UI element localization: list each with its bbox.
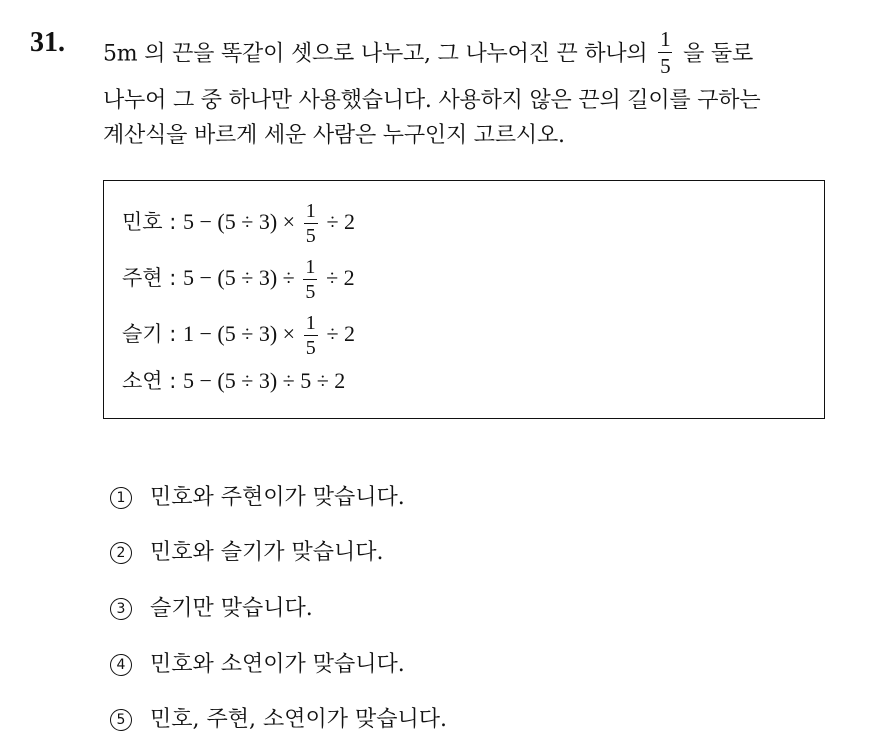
- fraction-denominator: 5: [660, 54, 671, 78]
- expression-post: ÷ 2: [326, 321, 356, 346]
- fraction: [304, 313, 318, 358]
- fraction-denominator: 5: [305, 225, 316, 247]
- fraction: [304, 201, 318, 246]
- separator: :: [162, 369, 184, 393]
- choice-text: 민호, 주현, 소연이가 맞습니다.: [150, 707, 447, 732]
- question-number: 31.: [30, 27, 65, 58]
- answer-choice-4[interactable]: [110, 650, 405, 680]
- choice-text: 민호와 소연이가 맞습니다.: [150, 652, 405, 677]
- question-line-1: [103, 27, 754, 79]
- question-text-part-1: 5m 의 끈을 똑같이 셋으로 나누고, 그 나누어진 끈 하나의: [103, 41, 648, 67]
- circled-number-3: 3: [110, 598, 132, 620]
- separator: :: [162, 210, 184, 234]
- expression-soyeon: [122, 367, 345, 395]
- answer-choice-1[interactable]: [110, 483, 405, 513]
- fraction-numerator: 1: [305, 256, 316, 278]
- fraction: [303, 257, 317, 302]
- expression-post: ÷ 2: [326, 265, 355, 290]
- person-name: 소연: [122, 369, 163, 393]
- answer-choice-2[interactable]: [110, 538, 384, 568]
- fraction-bar: [658, 52, 672, 53]
- fraction-bar: [304, 335, 318, 336]
- person-name: 주현: [122, 266, 163, 290]
- separator: :: [162, 322, 184, 346]
- expression-pre: 5 − (5 ÷ 3) ÷ 5 ÷ 2: [183, 368, 346, 393]
- expression-juhyeon: [122, 257, 355, 302]
- fraction-denominator: 5: [305, 281, 316, 303]
- choice-text: 슬기만 맞습니다.: [150, 596, 313, 621]
- expression-box: [103, 180, 825, 419]
- circled-number-1: 1: [110, 487, 132, 509]
- expression-post: ÷ 2: [326, 209, 356, 234]
- expression-pre: 5 − (5 ÷ 3) ÷: [183, 265, 295, 290]
- fraction-numerator: 1: [660, 27, 671, 51]
- person-name: 슬기: [122, 322, 163, 346]
- circled-number-5: 5: [110, 709, 132, 731]
- question-line-3: 계산식을 바르게 세운 사람은 누구인지 고르시오.: [103, 123, 565, 148]
- expression-minho: [122, 201, 355, 246]
- fraction-numerator: 1: [305, 312, 316, 334]
- fraction-denominator: 5: [305, 337, 316, 359]
- fraction-bar: [304, 223, 318, 224]
- fraction-one-fifth: [658, 28, 672, 77]
- circled-number-4: 4: [110, 654, 132, 676]
- person-name: 민호: [122, 210, 163, 234]
- expression-pre: 1 − (5 ÷ 3) ×: [183, 321, 296, 346]
- fraction-numerator: 1: [305, 200, 316, 222]
- separator: :: [162, 266, 184, 290]
- answer-choice-3[interactable]: [110, 594, 313, 624]
- fraction-bar: [303, 279, 317, 280]
- question-line-2: 나누어 그 중 하나만 사용했습니다. 사용하지 않은 끈의 길이를 구하는: [103, 88, 761, 113]
- choice-text: 민호와 슬기가 맞습니다.: [150, 540, 384, 565]
- expression-seulgi: [122, 313, 355, 358]
- question-text-part-2: 을 둘로: [683, 41, 754, 67]
- circled-number-2: 2: [110, 542, 132, 564]
- choice-text: 민호와 주현이가 맞습니다.: [150, 485, 405, 510]
- expression-pre: 5 − (5 ÷ 3) ×: [183, 209, 296, 234]
- answer-choice-5[interactable]: [110, 705, 447, 735]
